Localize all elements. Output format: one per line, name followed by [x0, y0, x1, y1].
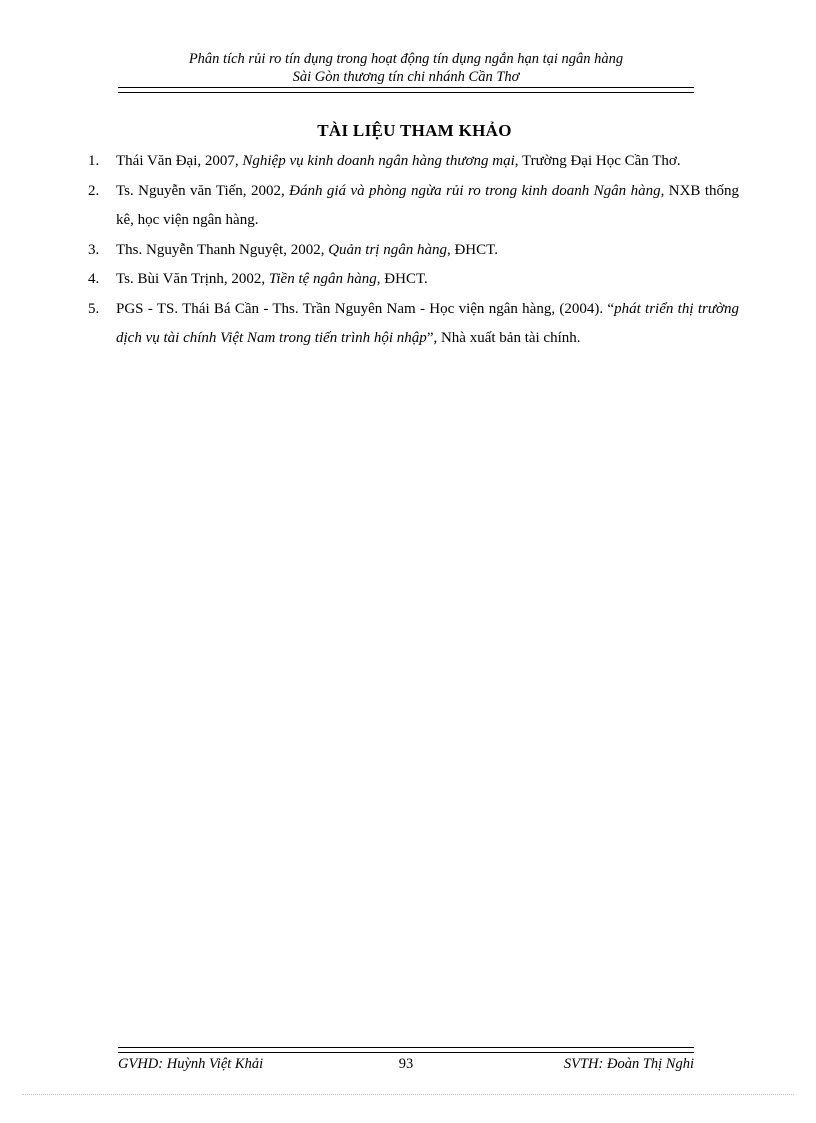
footer-student: SVTH: Đoàn Thị Nghi: [563, 1056, 694, 1072]
reference-list: [88, 147, 739, 354]
page-boundary-line: [22, 1094, 794, 1095]
reference-text: PGS - TS. Thái Bá Cần - Ths. Trần Nguyên Nam - Học viện ngân hàng, (2004). “phát triển thị trường dịch vụ tài chính Việt Nam trong tiến trình hội nhập”, Nhà xuất bản tài chính.: [116, 300, 740, 346]
reference-text: Ts. Bùi Văn Trịnh, 2002, Tiền tệ ngân hàng, ĐHCT.: [116, 271, 428, 287]
reference-title: Nghiệp vụ kinh doanh ngân hàng thương mại: [242, 153, 515, 169]
reference-item: [88, 177, 739, 236]
reference-title: Quản trị ngân hàng: [328, 241, 447, 258]
reference-item: [88, 147, 739, 177]
reference-item: [88, 265, 739, 295]
reference-number: 3.: [88, 241, 100, 258]
header-line-2: Sài Gòn thương tín chi nhánh Cần Thơ: [292, 69, 520, 85]
reference-item: [88, 295, 739, 354]
reference-text: Ths. Nguyễn Thanh Nguyệt, 2002, Quản trị ngân hàng, ĐHCT.: [116, 241, 498, 258]
running-header: [118, 50, 694, 86]
reference-number: 2.: [88, 182, 100, 199]
reference-title: Tiền tệ ngân hàng: [268, 271, 377, 287]
running-footer: [118, 1056, 694, 1076]
page-title: TÀI LIỆU THAM KHẢO: [317, 121, 512, 140]
reference-title: Đánh giá và phòng ngừa rủi ro trong kinh doanh Ngân hàng: [289, 182, 661, 199]
header-rule: [118, 87, 694, 93]
footer-advisor: GVHD: Huỳnh Việt Khải: [118, 1056, 264, 1072]
reference-item: [88, 236, 739, 266]
header-line-1: Phân tích rủi ro tín dụng trong hoạt động tín dụng ngắn hạn tại ngân hàng: [188, 51, 624, 67]
footer-rule: [118, 1047, 694, 1053]
reference-number: 1.: [88, 153, 100, 169]
reference-number: 5.: [88, 300, 100, 317]
reference-text: Thái Văn Đại, 2007, Nghiệp vụ kinh doanh ngân hàng thương mại, Trường Đại Học Cần Thơ.: [116, 153, 681, 169]
reference-number: 4.: [88, 271, 100, 287]
reference-title: phát triển thị trường dịch vụ tài chính Việt Nam trong tiến trình hội nhập: [116, 300, 740, 346]
page-number: 93: [398, 1056, 414, 1072]
reference-text: Ts. Nguyễn văn Tiến, 2002, Đánh giá và phòng ngừa rủi ro trong kinh doanh Ngân hàng, NXB thống kê, học viện ngân hàng.: [116, 182, 740, 228]
